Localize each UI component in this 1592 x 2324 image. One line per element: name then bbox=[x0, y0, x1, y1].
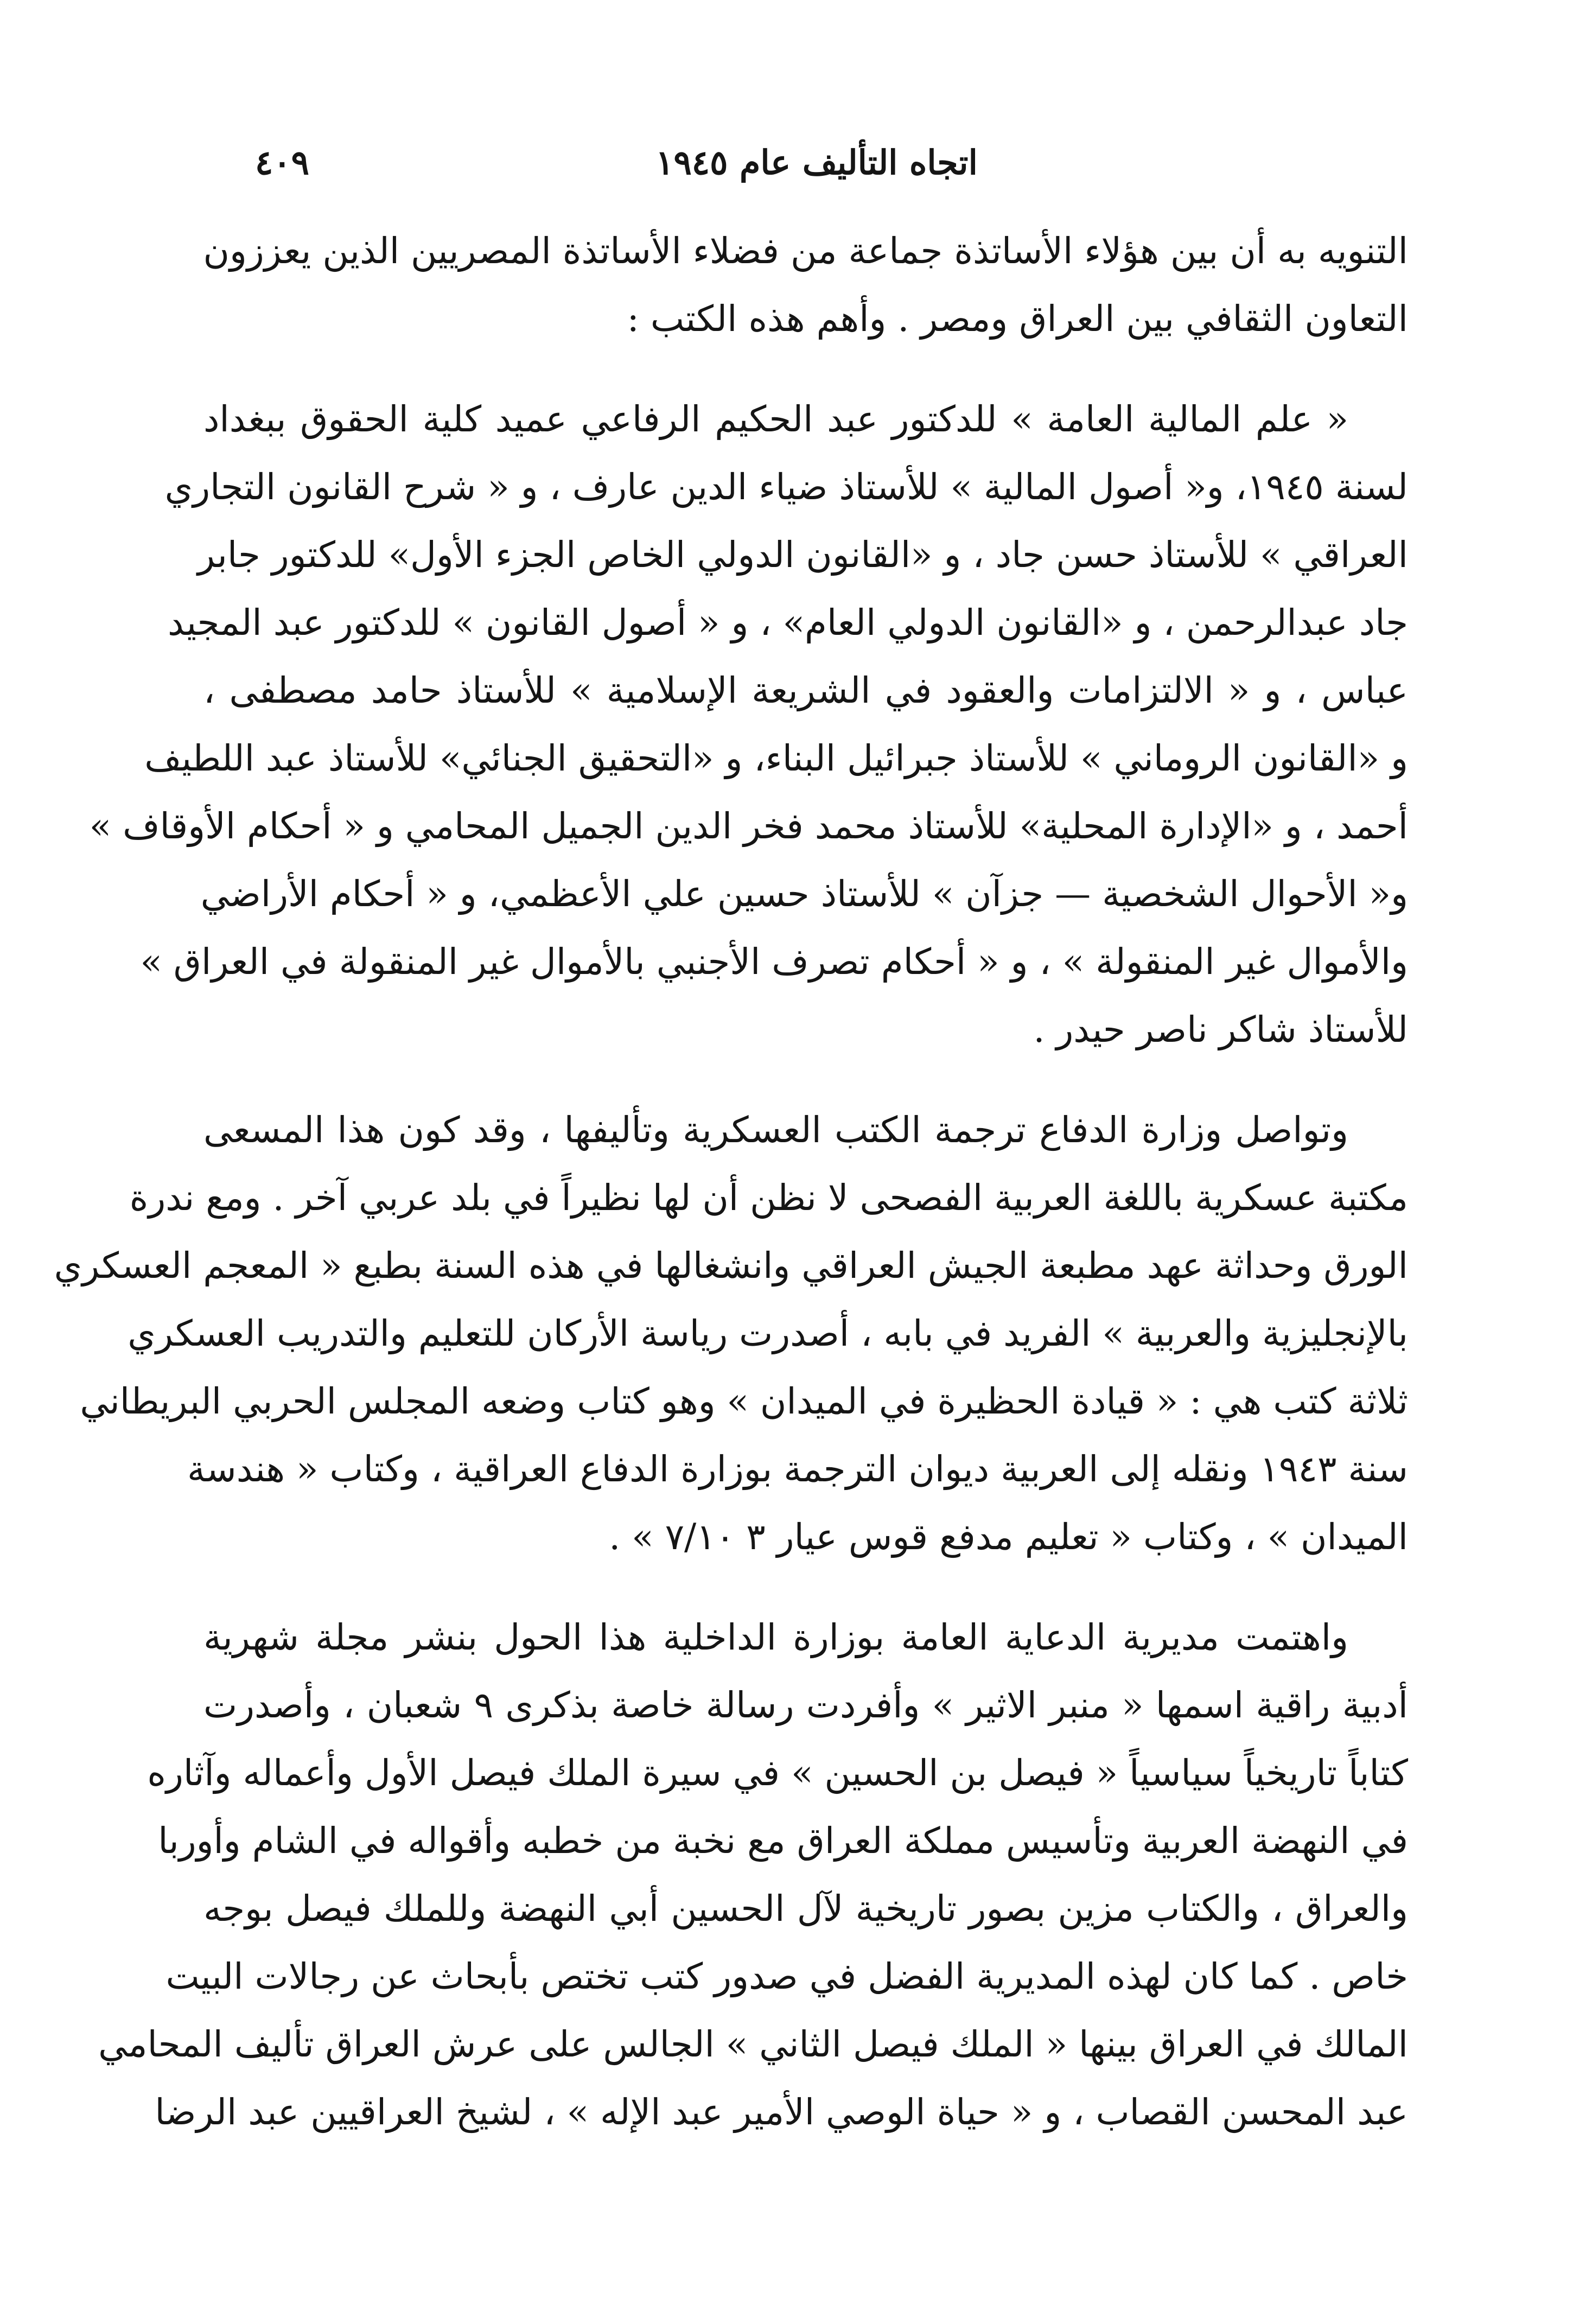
text-line: « علم المالية العامة » للدكتور عبد الحكيم الرفاعي عميد كلية الحقوق ببغداد bbox=[203, 398, 1348, 440]
text-line: الميدان » ، وكتاب « تعليم مدفع قوس عيار ٣ ٧/١٠ » . bbox=[609, 1516, 1408, 1558]
text-line: جاد عبدالرحمن ، و «القانون الدولي العام» ، و « أصول القانون » للدكتور عبد المجيد bbox=[168, 602, 1408, 644]
text-line: المالك في العراق بينها « الملك فيصل الثاني » الجالس على عرش العراق تأليف المحامي bbox=[98, 2023, 1408, 2065]
text-line: والعراق ، والكتاب مزين بصور تاريخية لآل الحسين أبي النهضة وللملك فيصل بوجه bbox=[203, 1888, 1408, 1930]
text-line: كتاباً تاريخياً سياسياً « فيصل بن الحسين » في سيرة الملك فيصل الأول وأعماله وآثاره bbox=[147, 1752, 1408, 1794]
text-line: الورق وحداثة عهد مطبعة الجيش العراقي وانشغالها في هذه السنة بطبع « المعجم العسكري bbox=[54, 1245, 1408, 1287]
running-title: اتجاه التأليف عام ١٩٤٥ bbox=[655, 143, 978, 182]
paragraph-propaganda-directorate bbox=[98, 1603, 1408, 2146]
text-line: والأموال غير المنقولة » ، و « أحكام تصرف الأجنبي بالأموال غير المنقولة في العراق » bbox=[140, 941, 1408, 983]
text-line: بالإنجليزية والعربية » الفريد في بابه ، أصدرت رياسة الأركان للتعليم والتدريب العسكري bbox=[128, 1313, 1408, 1354]
text-line: خاص . كما كان لهذه المديرية الفضل في صدور كتب تختص بأبحاث عن رجالات البيت bbox=[165, 1956, 1408, 1997]
text-line: عبد المحسن القصاب ، و « حياة الوصي الأمير عبد الإله » ، لشيخ العراقيين عبد الرضا bbox=[155, 2091, 1408, 2133]
text-line: مكتبة عسكرية باللغة العربية الفصحى لا نظن أن لها نظيراً في بلد عربي آخر . ومع ندرة bbox=[129, 1177, 1408, 1219]
body-text bbox=[54, 217, 1408, 2179]
text-line: لسنة ١٩٤٥، و« أصول المالية » للأستاذ ضياء الدين عارف ، و « شرح القانون التجاري bbox=[164, 466, 1408, 508]
paragraph-law-books bbox=[89, 385, 1408, 1064]
text-line: سنة ١٩٤٣ ونقله إلى العربية ديوان الترجمة بوزارة الدفاع العراقية ، وكتاب « هندسة bbox=[187, 1448, 1408, 1490]
text-line: أحمد ، و «الإدارة المحلية» للأستاذ محمد فخر الدين الجميل المحامي و « أحكام الأوقاف » bbox=[89, 805, 1408, 847]
text-line: للأستاذ شاكر ناصر حيدر . bbox=[1033, 1009, 1408, 1050]
text-line: و «القانون الروماني » للأستاذ جبرائيل البناء، و «التحقيق الجنائي» للأستاذ عبد اللطيف bbox=[144, 737, 1408, 779]
text-line: واهتمت مديرية الدعاية العامة بوزارة الداخلية هذا الحول بنشر مجلة شهرية bbox=[203, 1616, 1348, 1658]
page-number: ٤٠٩ bbox=[255, 143, 309, 182]
text-line: عباس ، و « الالتزامات والعقود في الشريعة الإسلامية » للأستاذ حامد مصطفى ، bbox=[203, 670, 1408, 711]
text-line: ثلاثة كتب هي : « قيادة الحظيرة في الميدان » وهو كتاب وضعه المجلس الحربي البريطاني bbox=[80, 1380, 1408, 1422]
running-header bbox=[239, 130, 1394, 195]
text-line: أدبية راقية اسمها « منبر الاثير » وأفردت رسالة خاصة بذكرى ٩ شعبان ، وأصدرت bbox=[203, 1684, 1408, 1726]
text-line: وتواصل وزارة الدفاع ترجمة الكتب العسكرية وتأليفها ، وقد كون هذا المسعى bbox=[203, 1109, 1348, 1151]
paragraph-intro-continuation bbox=[203, 217, 1408, 353]
paragraph-military-books bbox=[54, 1096, 1408, 1571]
text-line: العراقي » للأستاذ حسن جاد ، و «القانون الدولي الخاص الجزء الأول» للدكتور جابر bbox=[198, 534, 1408, 576]
text-line: التنويه به أن بين هؤلاء الأساتذة جماعة من فضلاء الأساتذة المصريين الذين يعززون bbox=[203, 230, 1408, 272]
text-line: في النهضة العربية وتأسيس مملكة العراق مع نخبة من خطبه وأقواله في الشام وأوربا bbox=[158, 1820, 1408, 1862]
text-line: التعاون الثقافي بين العراق ومصر . وأهم هذه الكتب : bbox=[627, 298, 1408, 340]
text-line: و« الأحوال الشخصية — جزآن » للأستاذ حسين علي الأعظمي، و « أحكام الأراضي bbox=[200, 873, 1408, 915]
